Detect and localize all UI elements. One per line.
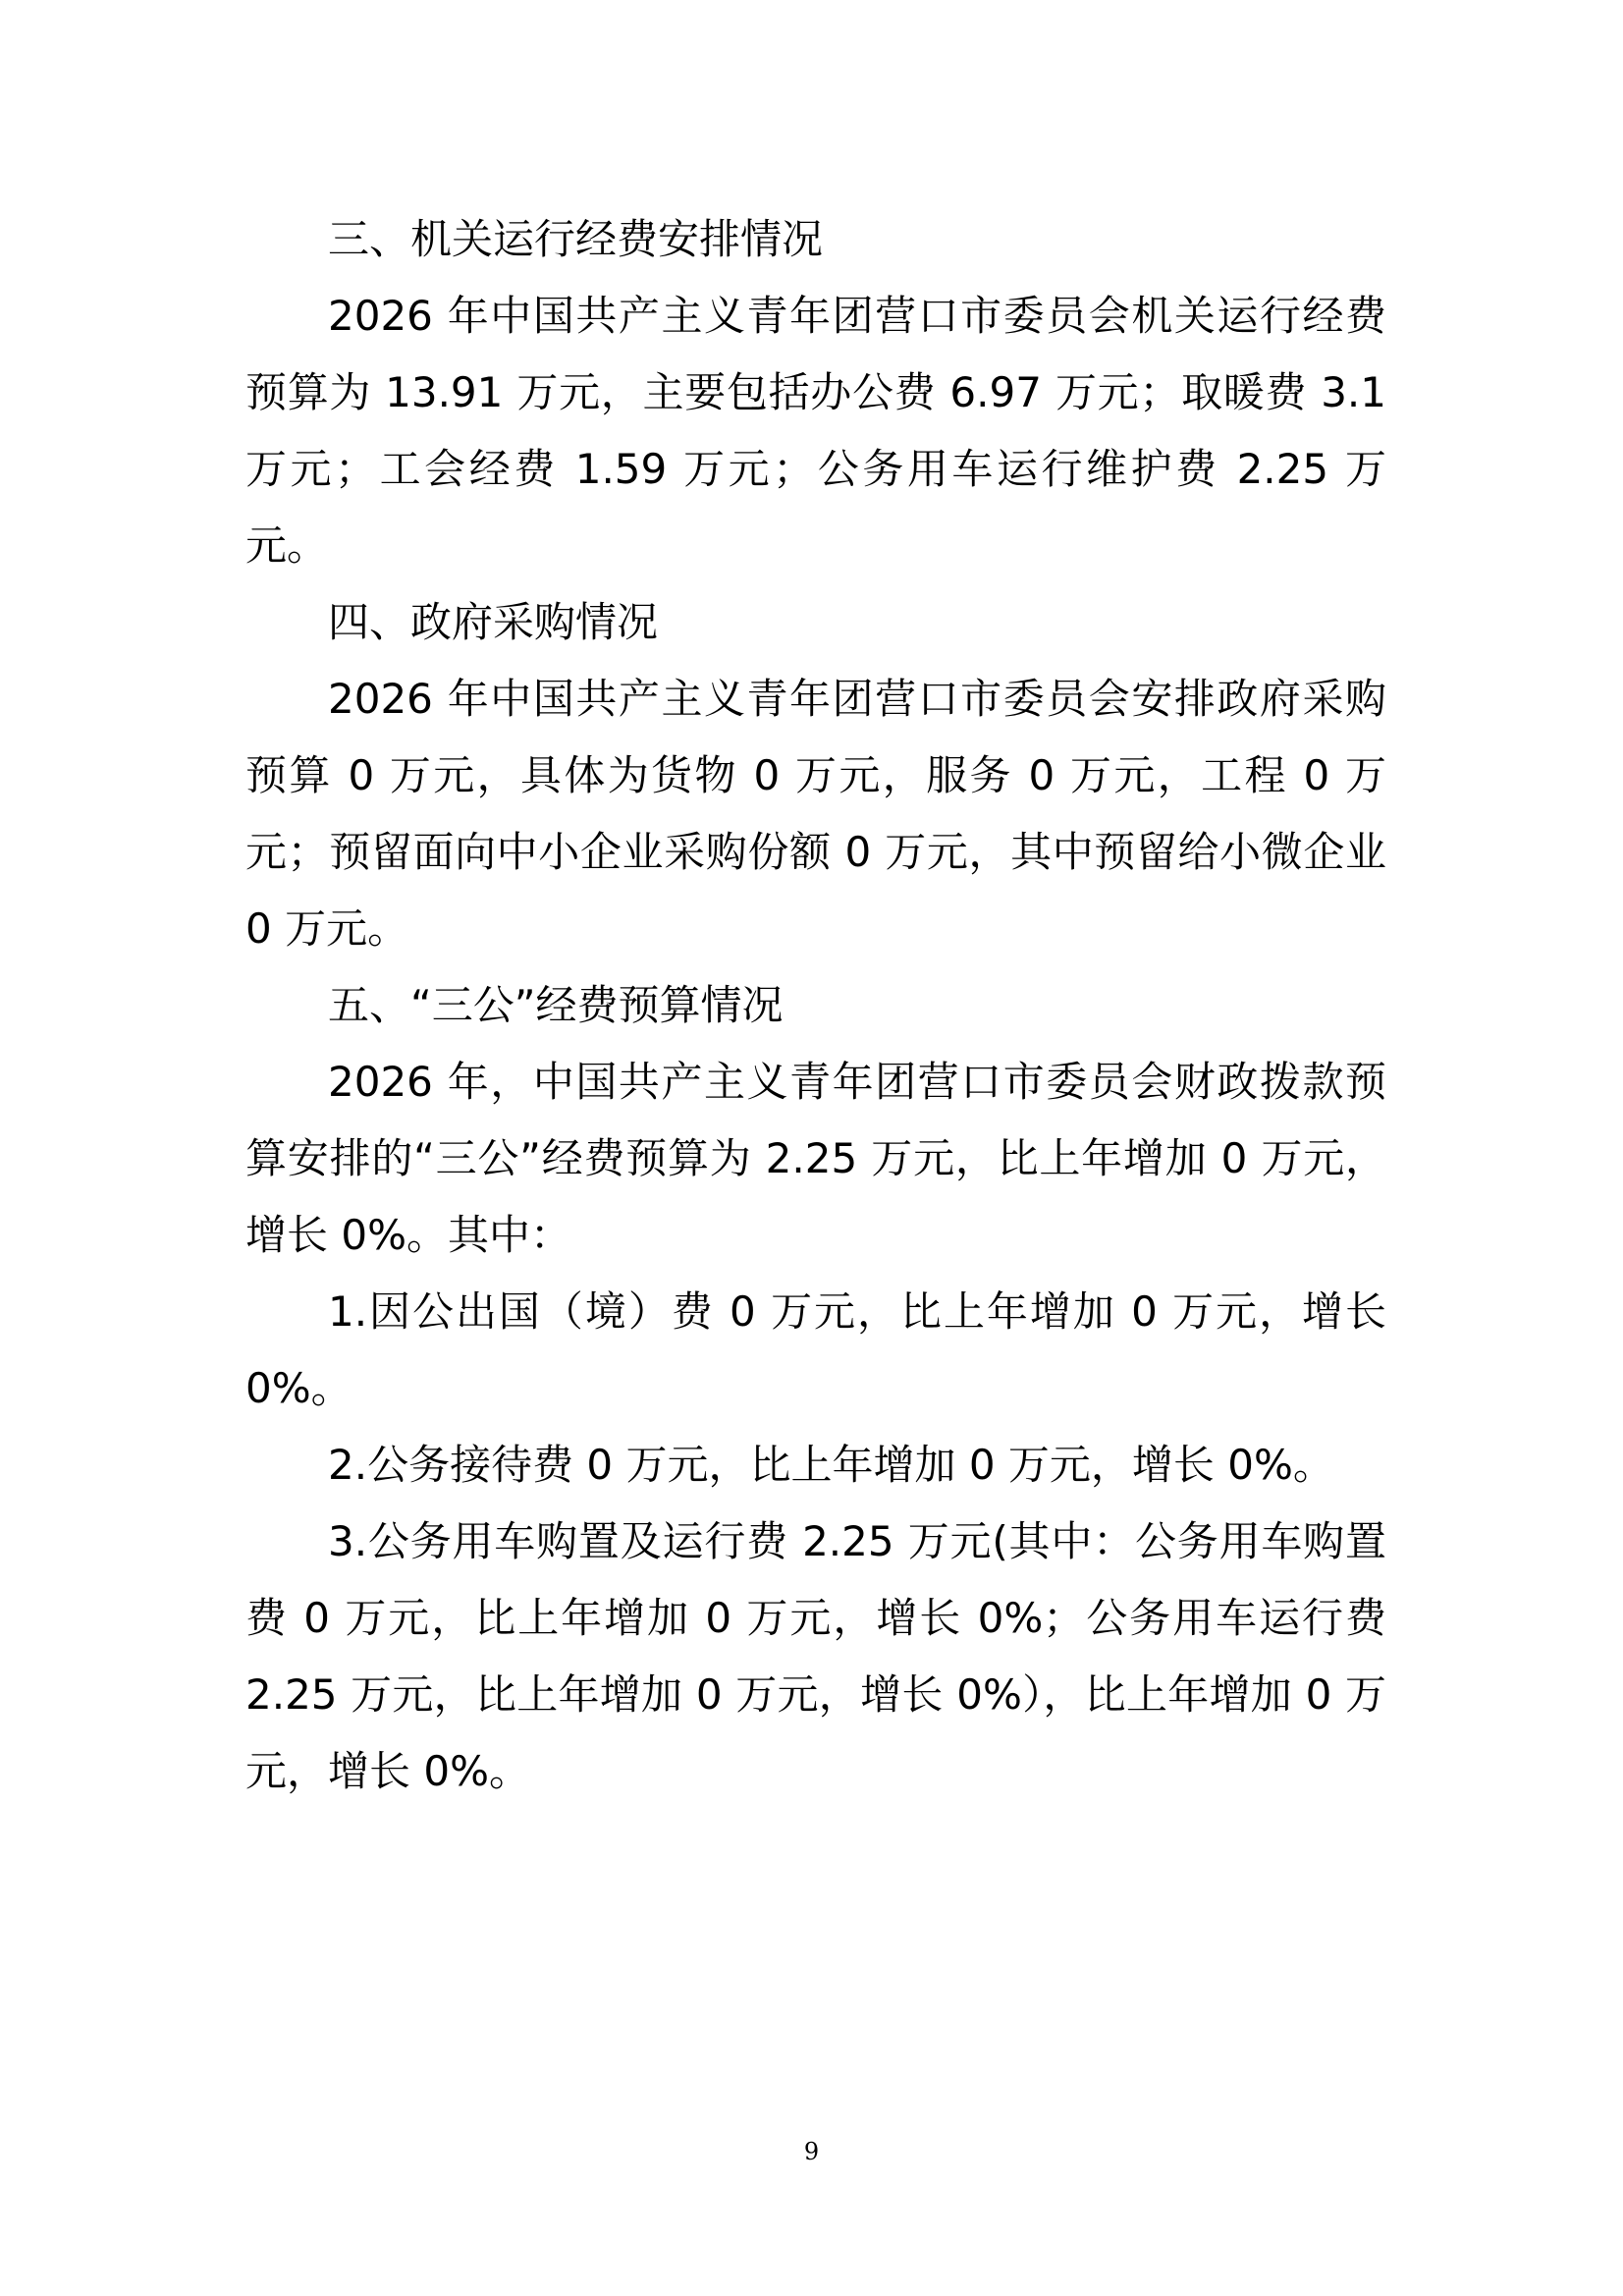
list-item-official-reception: 2.公务接待费 0 万元，比上年增加 0 万元，增长 0%。 (328, 1441, 1334, 1489)
paragraph-government-procurement: 2026 年中国共产主义青年团营口市委员会安排政府采购预算 0 万元，具体为货物 0 万元，服务 0 万元，工程 0 万元；预留面向中小企业采购份额 0 万元，其中预留给小微企业 0 万元。 (245, 675, 1386, 953)
section-heading-three-public-expenses: 五、“三公”经费预算情况 (328, 981, 784, 1029)
paragraph-three-public-expenses-summary: 2026 年，中国共产主义青年团营口市委员会财政拨款预算安排的“三公”经费预算为 2.25 万元，比上年增加 0 万元，增长 0%。其中： (245, 1058, 1386, 1259)
paragraph-office-operating-expenses: 2026 年中国共产主义青年团营口市委员会机关运行经费预算为 13.91 万元，主要包括办公费 6.97 万元；取暖费 3.1 万元；工会经费 1.59 万元；公务用车运行维护费 2.25 万元。 (245, 292, 1386, 570)
document-body (245, 201, 1386, 1810)
page-number: 9 (803, 2138, 820, 2165)
list-item-overseas-travel: 1.因公出国（境）费 0 万元，比上年增加 0 万元，增长 0%。 (245, 1287, 1386, 1412)
list-item-official-vehicles: 3.公务用车购置及运行费 2.25 万元(其中：公务用车购置费 0 万元，比上年增加 0 万元，增长 0%；公务用车运行费 2.25 万元，比上年增加 0 万元，增长 0%），比上年增加 0 万元，增长 0%。 (245, 1517, 1386, 1795)
section-heading-office-operating-expenses: 三、机关运行经费安排情况 (328, 215, 824, 263)
section-heading-government-procurement: 四、政府采购情况 (328, 598, 659, 646)
